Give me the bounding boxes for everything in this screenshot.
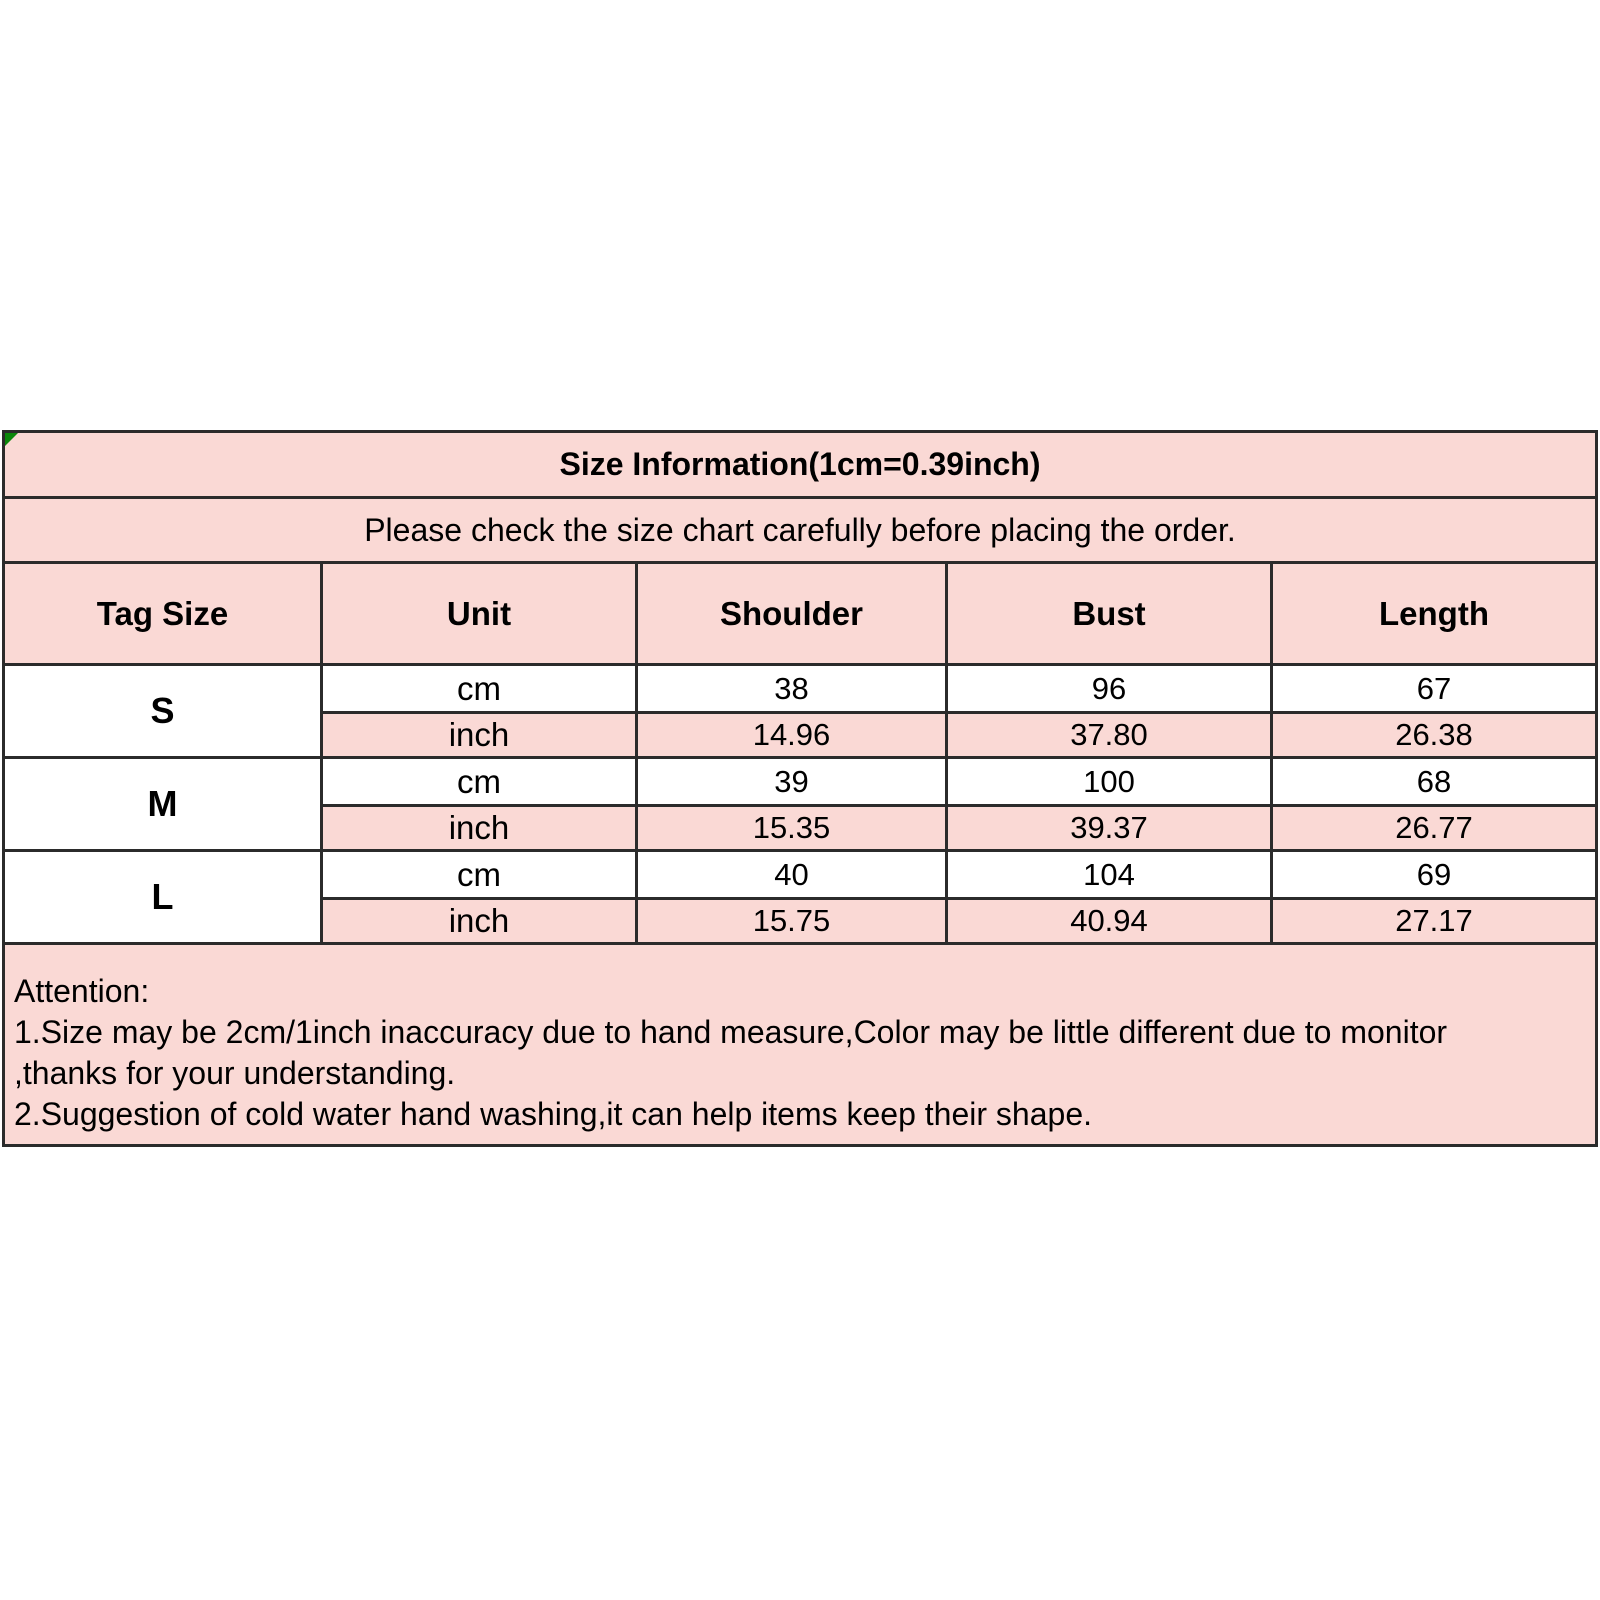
unit-label-cell: cm bbox=[323, 759, 638, 804]
subtitle-row bbox=[5, 496, 1595, 561]
unit-label-cell: cm bbox=[323, 666, 638, 711]
attention-line-3: 2.Suggestion of cold water hand washing,it can help items keep their shape. bbox=[14, 1096, 1092, 1132]
unit-label-cell: inch bbox=[323, 807, 638, 849]
shoulder-value-cell: 14.96 bbox=[638, 714, 948, 756]
title-row bbox=[5, 433, 1595, 496]
table-row bbox=[323, 852, 1595, 897]
corner-marker-triangle bbox=[5, 433, 18, 446]
header-shoulder: Shoulder bbox=[638, 564, 948, 663]
header-unit: Unit bbox=[323, 564, 638, 663]
unit-rows bbox=[323, 852, 1595, 942]
unit-label-cell: inch bbox=[323, 714, 638, 756]
shoulder-value-cell: 15.75 bbox=[638, 900, 948, 942]
attention-line-1: 1.Size may be 2cm/1inch inaccuracy due to hand measure,Color may be little different due to monitor bbox=[14, 1014, 1448, 1050]
table-row bbox=[323, 804, 1595, 849]
bust-value-cell: 96 bbox=[948, 666, 1273, 711]
size-group-l bbox=[5, 849, 1595, 942]
length-value-cell: 27.17 bbox=[1395, 903, 1473, 938]
unit-label-cell: inch bbox=[323, 900, 638, 942]
tag-size-cell: S bbox=[5, 666, 323, 756]
bust-value-cell: 100 bbox=[948, 759, 1273, 804]
size-group-s bbox=[5, 663, 1595, 756]
length-value-cell: 26.38 bbox=[1395, 717, 1473, 752]
unit-rows bbox=[323, 759, 1595, 849]
length-value-cell: 68 bbox=[1416, 763, 1452, 799]
attention-line-2: ,thanks for your understanding. bbox=[14, 1055, 456, 1091]
table-title: Size Information(1cm=0.39inch) bbox=[559, 446, 1041, 482]
header-bust: Bust bbox=[948, 564, 1273, 663]
shoulder-value-cell: 39 bbox=[638, 759, 948, 804]
header-length: Length bbox=[1379, 594, 1489, 632]
bust-value-cell: 39.37 bbox=[948, 807, 1273, 849]
table-row bbox=[323, 897, 1595, 942]
table-row bbox=[323, 666, 1595, 711]
shoulder-value-cell: 15.35 bbox=[638, 807, 948, 849]
table-row bbox=[323, 711, 1595, 756]
shoulder-value-cell: 38 bbox=[638, 666, 948, 711]
unit-rows bbox=[323, 666, 1595, 756]
table-subtitle: Please check the size chart carefully before placing the order. bbox=[364, 511, 1236, 548]
shoulder-value-cell: 40 bbox=[638, 852, 948, 897]
tag-size-cell: M bbox=[5, 759, 323, 849]
attention-heading: Attention: bbox=[14, 973, 150, 1009]
bust-value-cell: 104 bbox=[948, 852, 1273, 897]
tag-size-cell: L bbox=[5, 852, 323, 942]
size-group-m bbox=[5, 756, 1595, 849]
table-row bbox=[323, 759, 1595, 804]
bust-value-cell: 37.80 bbox=[948, 714, 1273, 756]
size-chart-table bbox=[2, 430, 1598, 1147]
length-value-cell: 67 bbox=[1416, 670, 1452, 706]
attention-note bbox=[5, 942, 1595, 1144]
header-tag-size: Tag Size bbox=[5, 564, 323, 663]
column-header-row bbox=[5, 561, 1595, 663]
length-value-cell: 26.77 bbox=[1395, 810, 1473, 845]
length-value-cell: 69 bbox=[1416, 856, 1452, 892]
bust-value-cell: 40.94 bbox=[948, 900, 1273, 942]
unit-label-cell: cm bbox=[323, 852, 638, 897]
